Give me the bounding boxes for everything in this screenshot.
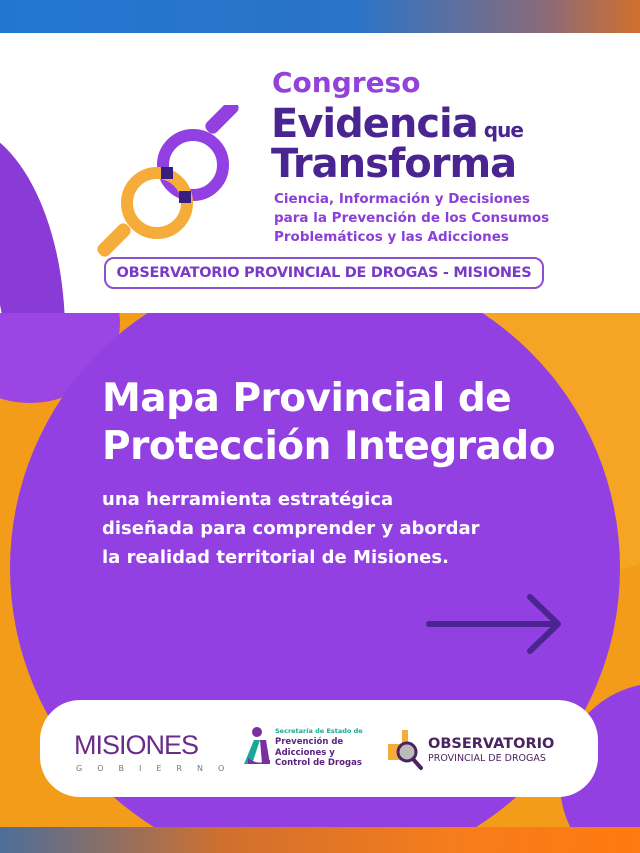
title-line: Mapa Provincial de	[102, 376, 512, 421]
observatorio-subtitle: PROVINCIAL DE DROGAS	[428, 753, 546, 764]
title-transforma: Transforma	[271, 141, 517, 187]
secretaria-name	[275, 737, 362, 769]
secretaria-logo-icon	[240, 726, 274, 768]
congress-label: Congreso	[272, 66, 421, 99]
secretaria-line: Control de Drogas	[275, 758, 362, 768]
decorative-arc	[0, 123, 65, 313]
description-line: la realidad territorial de Misiones.	[102, 547, 449, 568]
observatorio-title: OBSERVATORIO	[428, 736, 555, 752]
sponsors-bar	[40, 700, 598, 797]
misiones-logo: MISIONES	[74, 730, 199, 760]
secretaria-line: Prevención de	[275, 737, 344, 747]
secretaria-line: Adicciones y	[275, 747, 335, 758]
que-word: que	[483, 118, 523, 142]
congress-logo-icon	[95, 105, 265, 275]
subtitle-line: Ciencia, Información y Decisiones	[274, 191, 530, 207]
description-line: una herramienta estratégica	[102, 489, 394, 510]
organizer-badge: OBSERVATORIO PROVINCIAL DE DROGAS - MISIONES	[104, 257, 544, 289]
bottom-band	[0, 827, 640, 853]
evidencia-word: Evidencia	[271, 101, 478, 147]
arrow-right-icon[interactable]	[425, 593, 565, 659]
subtitle-line: para la Prevención de los Consumos	[274, 210, 550, 226]
description-line: diseñada para comprender y abordar	[102, 518, 480, 539]
main-title	[102, 375, 555, 471]
gobierno-label: GOBIERNO	[76, 764, 240, 773]
title-line: Protección Integrado	[102, 424, 555, 469]
observatorio-magnifier-icon	[388, 730, 426, 772]
congress-header	[0, 33, 640, 313]
subtitle-line: Problemáticos y las Adicciones	[274, 229, 509, 245]
main-description	[102, 485, 480, 572]
congress-subtitle	[274, 190, 574, 247]
secretaria-small-label: Secretaría de Estado de	[275, 727, 363, 735]
top-band	[0, 0, 640, 33]
